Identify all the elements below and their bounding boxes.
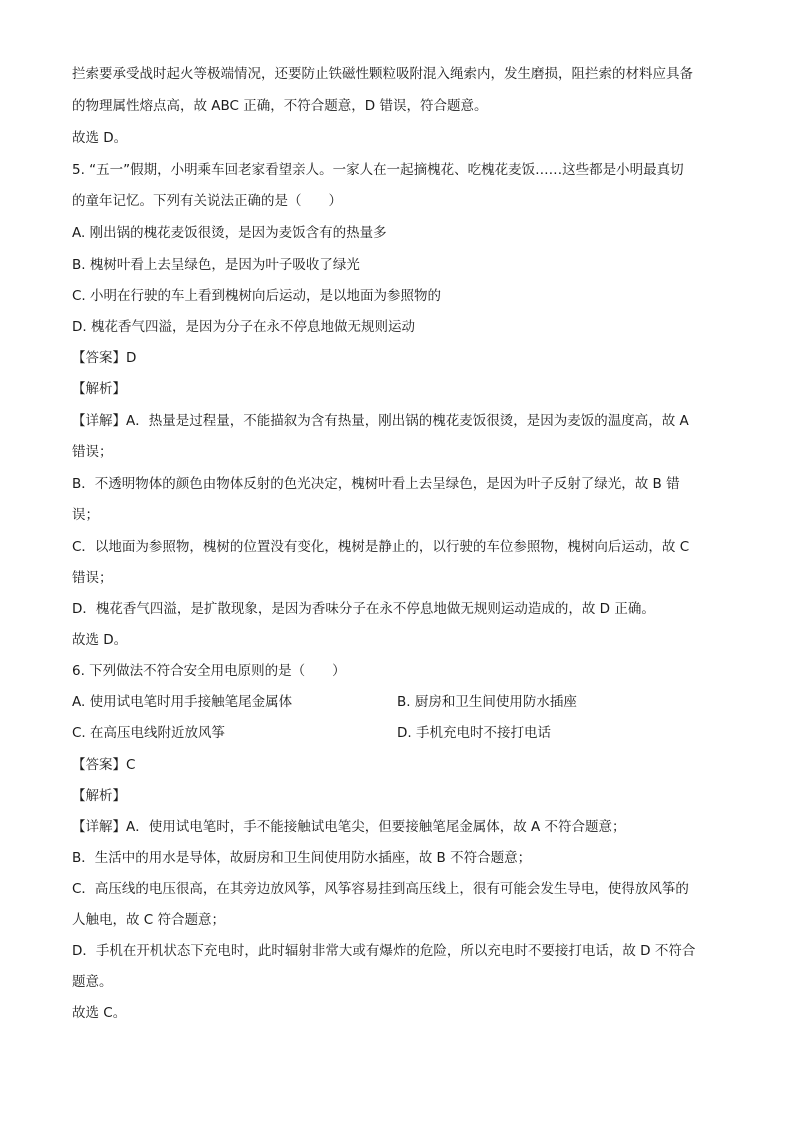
explanation-line: 人触电，故 C 符合题意； (72, 912, 226, 928)
question-5-stem: 的童年记忆。下列有关说法正确的是（ ） (72, 193, 342, 209)
option-b: B. 厨房和卫生间使用防水插座 (397, 694, 577, 710)
question-6-stem: 6. 下列做法不符合安全用电原则的是（ ） (72, 663, 346, 679)
answer-label: 【答案】C (72, 757, 136, 773)
option-b: B. 槐树叶看上去呈绿色，是因为叶子吸收了绿光 (72, 257, 360, 273)
explanation-line: 题意。 (72, 974, 113, 990)
analysis-label: 【解析】 (72, 381, 126, 397)
explanation-line: D．手机在开机状态下充电时，此时辐射非常大或有爆炸的危险，所以充电时不要接打电话，故 D 不符合 (72, 943, 696, 959)
explanation-line: C．以地面为参照物，槐树的位置没有变化，槐树是静止的，以行驶的车位参照物，槐树向后运动，故 C (72, 539, 690, 555)
option-a: A. 使用试电笔时用手接触笔尾金属体 (72, 694, 293, 710)
option-d: D. 槐花香气四溢，是因为分子在永不停息地做无规则运动 (72, 319, 415, 335)
question-5-stem: 5. “五一”假期，小明乘车回老家看望亲人。一家人在一起摘槐花、吃槐花麦饭……这些都是小明最真切 (72, 162, 684, 178)
explanation-line: 误； (72, 507, 99, 523)
text-line: 的物理属性熔点高，故 ABC 正确，不符合题意，D 错误，符合题意。 (72, 98, 488, 114)
explanation-line: 【详解】A．使用试电笔时，手不能接触试电笔尖，但要接触笔尾金属体，故 A 不符合题意； (72, 819, 626, 835)
answer-label: 【答案】D (72, 350, 137, 366)
option-c: C. 小明在行驶的车上看到槐树向后运动，是以地面为参照物的 (72, 288, 442, 304)
conclusion-line: 故选 C。 (72, 1005, 127, 1021)
option-a: A. 刚出锅的槐花麦饭很烫，是因为麦饭含有的热量多 (72, 225, 387, 241)
analysis-label: 【解析】 (72, 788, 126, 804)
explanation-line: 故选 D。 (72, 632, 128, 648)
explanation-line: 【详解】A．热量是过程量，不能描叙为含有热量，刚出锅的槐花麦饭很烫，是因为麦饭的温度高，故 A (72, 413, 689, 429)
text-line: 拦索要承受战时起火等极端情况，还要防止铁磁性颗粒吸附混入绳索内，发生磨损，阻拦索的材料应具备 (72, 66, 693, 82)
explanation-line: D．槐花香气四溢，是扩散现象，是因为香味分子在永不停息地做无规则运动造成的，故 D 正确。 (72, 601, 655, 617)
explanation-line: 错误； (72, 570, 113, 586)
explanation-line: 错误； (72, 444, 113, 460)
option-c: C. 在高压电线附近放风筝 (72, 725, 226, 741)
text-line: 故选 D。 (72, 130, 128, 146)
explanation-line: C．高压线的电压很高，在其旁边放风筝，风筝容易挂到高压线上，很有可能会发生导电，使得放风筝的 (72, 881, 689, 897)
explanation-line: B．不透明物体的颜色由物体反射的色光决定，槐树叶看上去呈绿色，是因为叶子反射了绿光，故 B 错 (72, 476, 680, 492)
option-d: D. 手机充电时不接打电话 (397, 725, 551, 741)
explanation-line: B．生活中的用水是导体，故厨房和卫生间使用防水插座，故 B 不符合题意； (72, 850, 532, 866)
